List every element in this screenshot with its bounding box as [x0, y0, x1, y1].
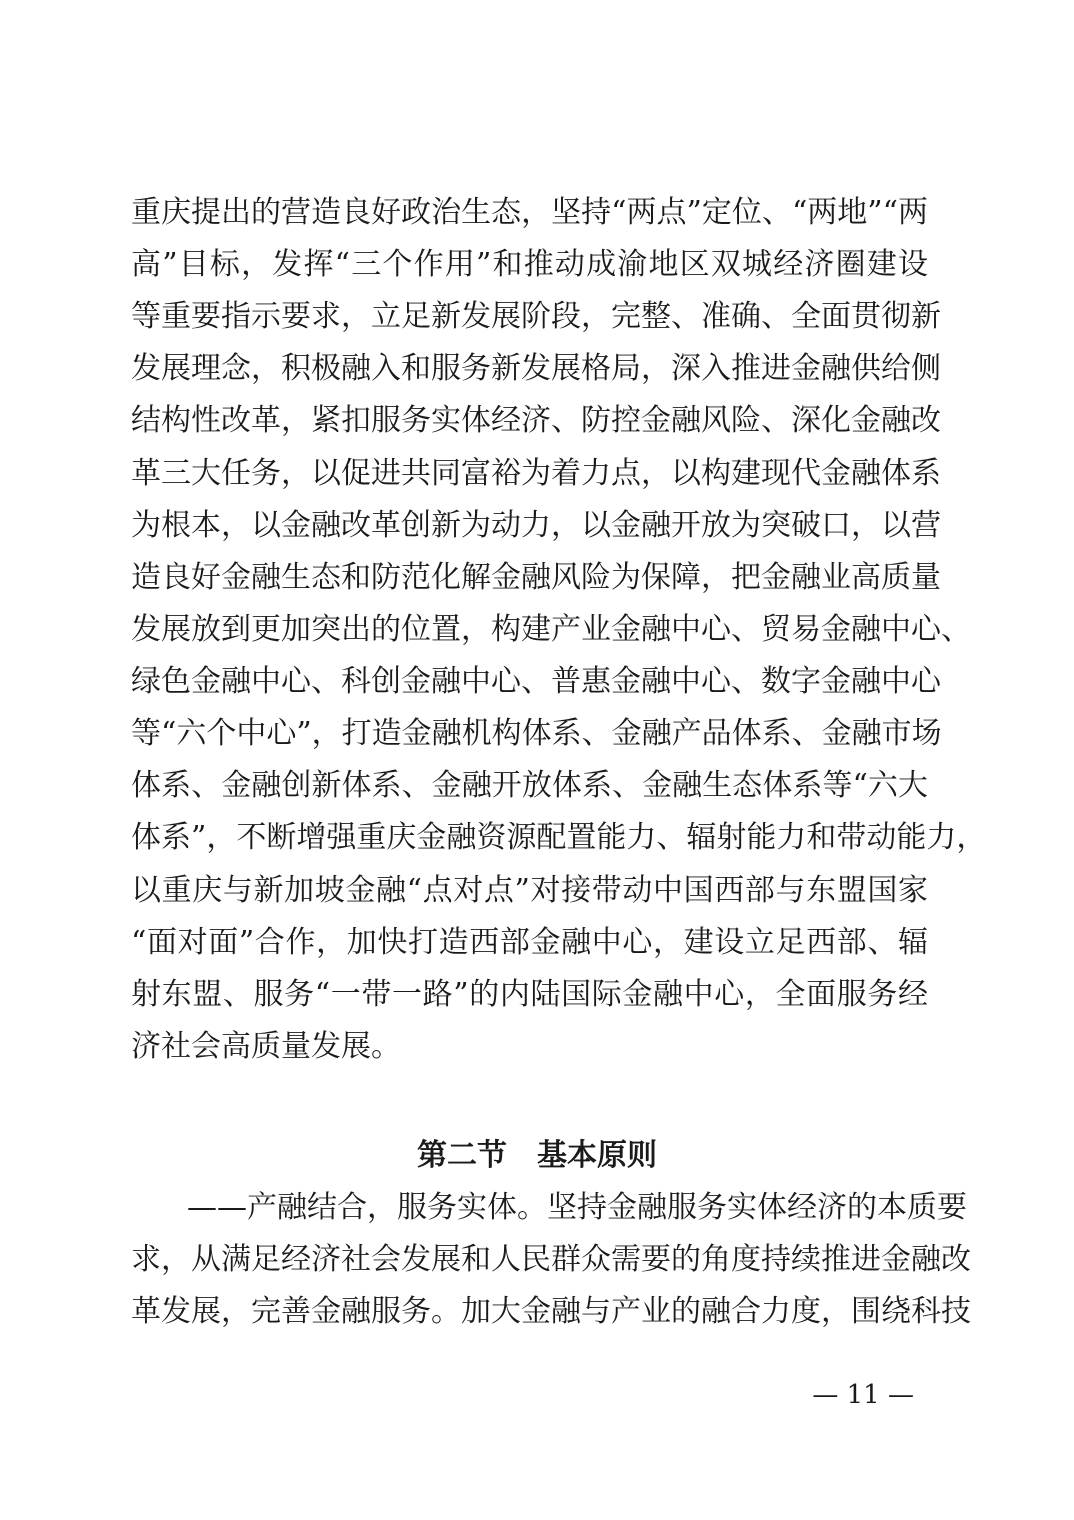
text-line: 济社会高质量发展。 [131, 1029, 401, 1064]
text-line: 以重庆与新加坡金融“点对点”对接带动中国西部与东盟国家 [131, 873, 928, 908]
text-line: 射东盟、服务“一带一路”的内陆国际金融中心，全面服务经 [131, 977, 928, 1012]
page-number: — 11 — [812, 1380, 914, 1410]
text-line: 重庆提出的营造良好政治生态，坚持“两点”定位、“两地”“两 [131, 195, 928, 230]
text-line: 为根本，以金融改革创新为动力，以金融开放为突破口，以营 [131, 508, 941, 543]
text-line: 发展放到更加突出的位置，构建产业金融中心、贸易金融中心、 [131, 612, 971, 647]
text-line: 体系”，不断增强重庆金融资源配置能力、辐射能力和带动能力， [131, 820, 987, 855]
text-line: 结构性改革，紧扣服务实体经济、防控金融风险、深化金融改 [131, 403, 941, 438]
text-line: “面对面”合作，加快打造西部金融中心，建设立足西部、辐 [131, 925, 928, 960]
text-line: 体系、金融创新体系、金融开放体系、金融生态体系等“六大 [131, 768, 928, 803]
section-heading: 第二节 基本原则 [417, 1138, 657, 1173]
text-line: 造良好金融生态和防范化解金融风险为保障，把金融业高质量 [131, 560, 941, 595]
text-line: 革发展，完善金融服务。加大金融与产业的融合力度，围绕科技 [131, 1294, 971, 1329]
text-line: 发展理念，积极融入和服务新发展格局，深入推进金融供给侧 [131, 351, 941, 386]
text-line: 求，从满足经济社会发展和人民群众需要的角度持续推进金融改 [131, 1242, 971, 1277]
text-line: 等重要指示要求，立足新发展阶段，完整、准确、全面贯彻新 [131, 299, 941, 334]
text-line: 高”目标，发挥“三个作用”和推动成渝地区双城经济圈建设 [131, 247, 928, 282]
text-line: ——产融结合，服务实体。坚持金融服务实体经济的本质要 [187, 1190, 967, 1225]
text-line: 绿色金融中心、科创金融中心、普惠金融中心、数字金融中心 [131, 664, 941, 699]
text-line: 革三大任务，以促进共同富裕为着力点，以构建现代金融体系 [131, 456, 941, 491]
text-line: 等“六个中心”，打造金融机构体系、金融产品体系、金融市场 [131, 716, 942, 751]
